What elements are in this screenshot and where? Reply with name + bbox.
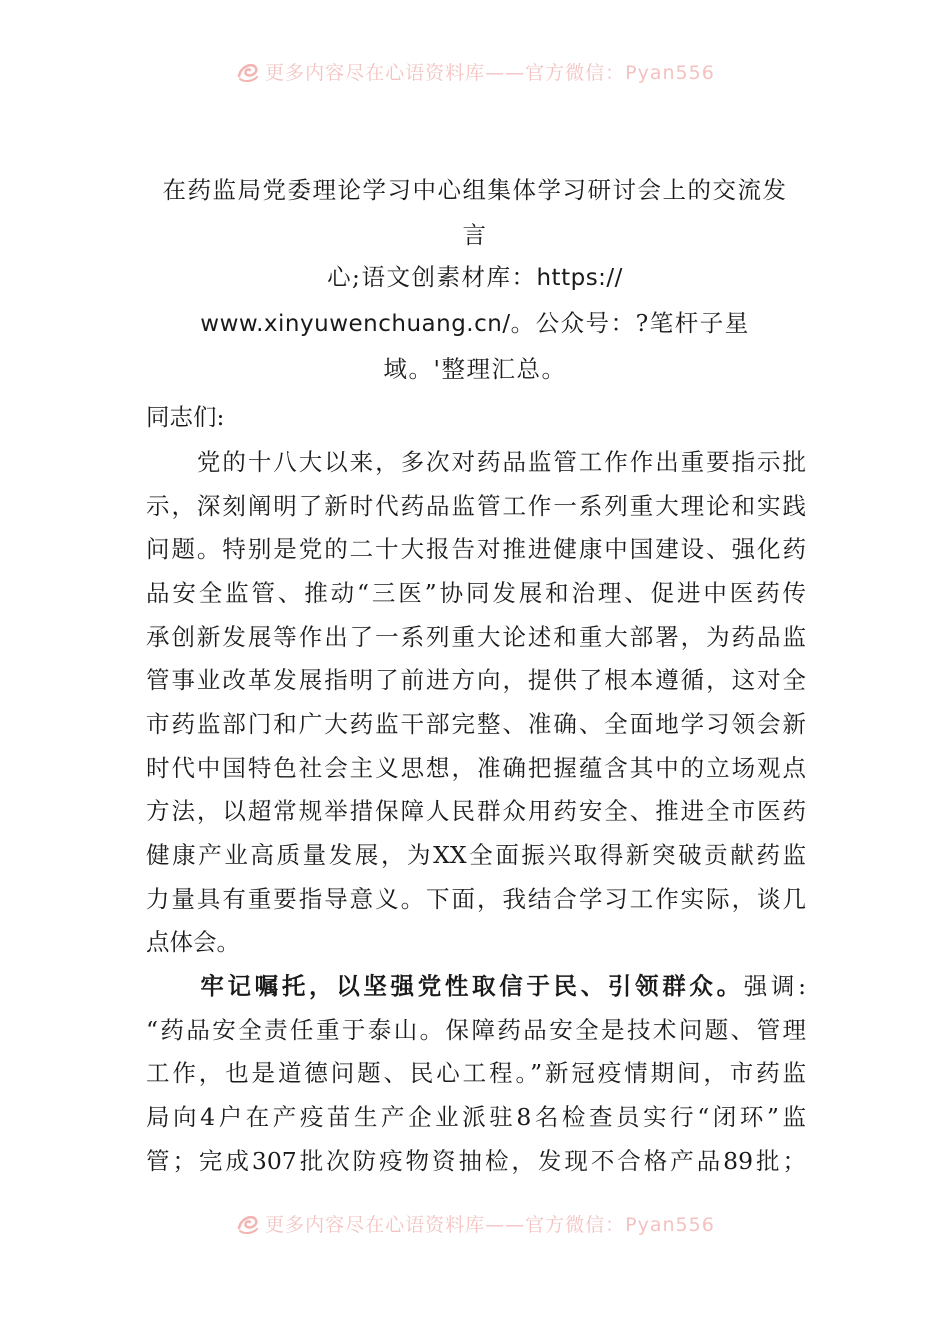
paragraph-1-line: 问题。特别是党的二十大报告对推进健康中国建设、强化药 bbox=[146, 535, 806, 563]
watermark-footer bbox=[0, 1208, 950, 1238]
source-label: 心;语文创素材库： bbox=[327, 263, 537, 291]
document-title-line-1: 在药监局党委理论学习中心组集体学习研讨会上的交流发 bbox=[162, 176, 788, 204]
paragraph-2-heading: 牢记嘱托，以坚强党性取信于民、引领群众。 bbox=[200, 972, 744, 1000]
paragraph-2-line: 工作，也是道德问题、民心工程。”新冠疫情期间，市药监 bbox=[146, 1059, 806, 1087]
paragraph-1-line: 点体会。 bbox=[146, 928, 240, 956]
paragraph-1-line: 健康产业高质量发展，为XX全面振兴取得新突破贡献药监 bbox=[146, 841, 806, 869]
paragraph-2-line: “药品安全责任重于泰山。保障药品安全是技术问题、管理 bbox=[146, 1016, 806, 1044]
paragraph-2-line: 局向4户在产疫苗生产企业派驻8名检查员实行“闭环”监 bbox=[146, 1103, 806, 1131]
paragraph-1-line: 党的十八大以来，多次对药品监管工作作出重要指示批 bbox=[146, 448, 806, 476]
paragraph-2-heading-rest: 强调: bbox=[743, 972, 807, 1000]
paragraph-1-line: 品安全监管、推动“三医”协同发展和治理、促进中医药传 bbox=[146, 579, 806, 607]
source-line-3: 域。'整理汇总。 bbox=[383, 355, 567, 383]
watermark-text: 更多内容尽在心语资料库——官方微信：Pyan556 bbox=[265, 61, 715, 84]
paragraph-1-line: 力量具有重要指导意义。下面，我结合学习工作实际，谈几 bbox=[146, 885, 806, 913]
source-line-1 bbox=[100, 260, 850, 295]
paragraph-1-line: 市药监部门和广大药监干部完整、准确、全面地学习领会新 bbox=[146, 710, 806, 738]
paragraph-1-line: 承创新发展等作出了一系列重大论述和重大部署，为药品监 bbox=[146, 623, 806, 651]
paragraph-2-line: 管；完成307批次防疫物资抽检，发现不合格产品89批； bbox=[146, 1147, 806, 1175]
paragraph-1-line: 时代中国特色社会主义思想，准确把握蕴含其中的立场观点 bbox=[146, 754, 806, 782]
source-wechat-note: 。公众号：?笔杆子星 bbox=[510, 309, 750, 337]
paragraph-1-line: 示，深刻阐明了新时代药品监管工作一系列重大理论和实践 bbox=[146, 492, 806, 520]
swirl-logo-icon bbox=[235, 58, 261, 84]
paragraph-1-line: 管事业改革发展指明了前进方向，提供了根本遵循，这对全 bbox=[146, 666, 806, 694]
source-url-part-1: https:// bbox=[536, 265, 623, 291]
paragraph-1-line: 方法，以超常规举措保障人民群众用药安全、推进全市医药 bbox=[146, 797, 806, 825]
swirl-logo-icon bbox=[235, 1210, 261, 1236]
source-url-part-2: www.xinyuwenchuang.cn/ bbox=[200, 311, 511, 337]
source-line-2 bbox=[100, 306, 850, 341]
document-title-line-2: 言 bbox=[462, 221, 488, 249]
watermark-header bbox=[0, 56, 950, 86]
paragraph-2-line bbox=[146, 969, 806, 1003]
watermark-text: 更多内容尽在心语资料库——官方微信：Pyan556 bbox=[265, 1213, 715, 1236]
greeting: 同志们: bbox=[146, 403, 225, 431]
